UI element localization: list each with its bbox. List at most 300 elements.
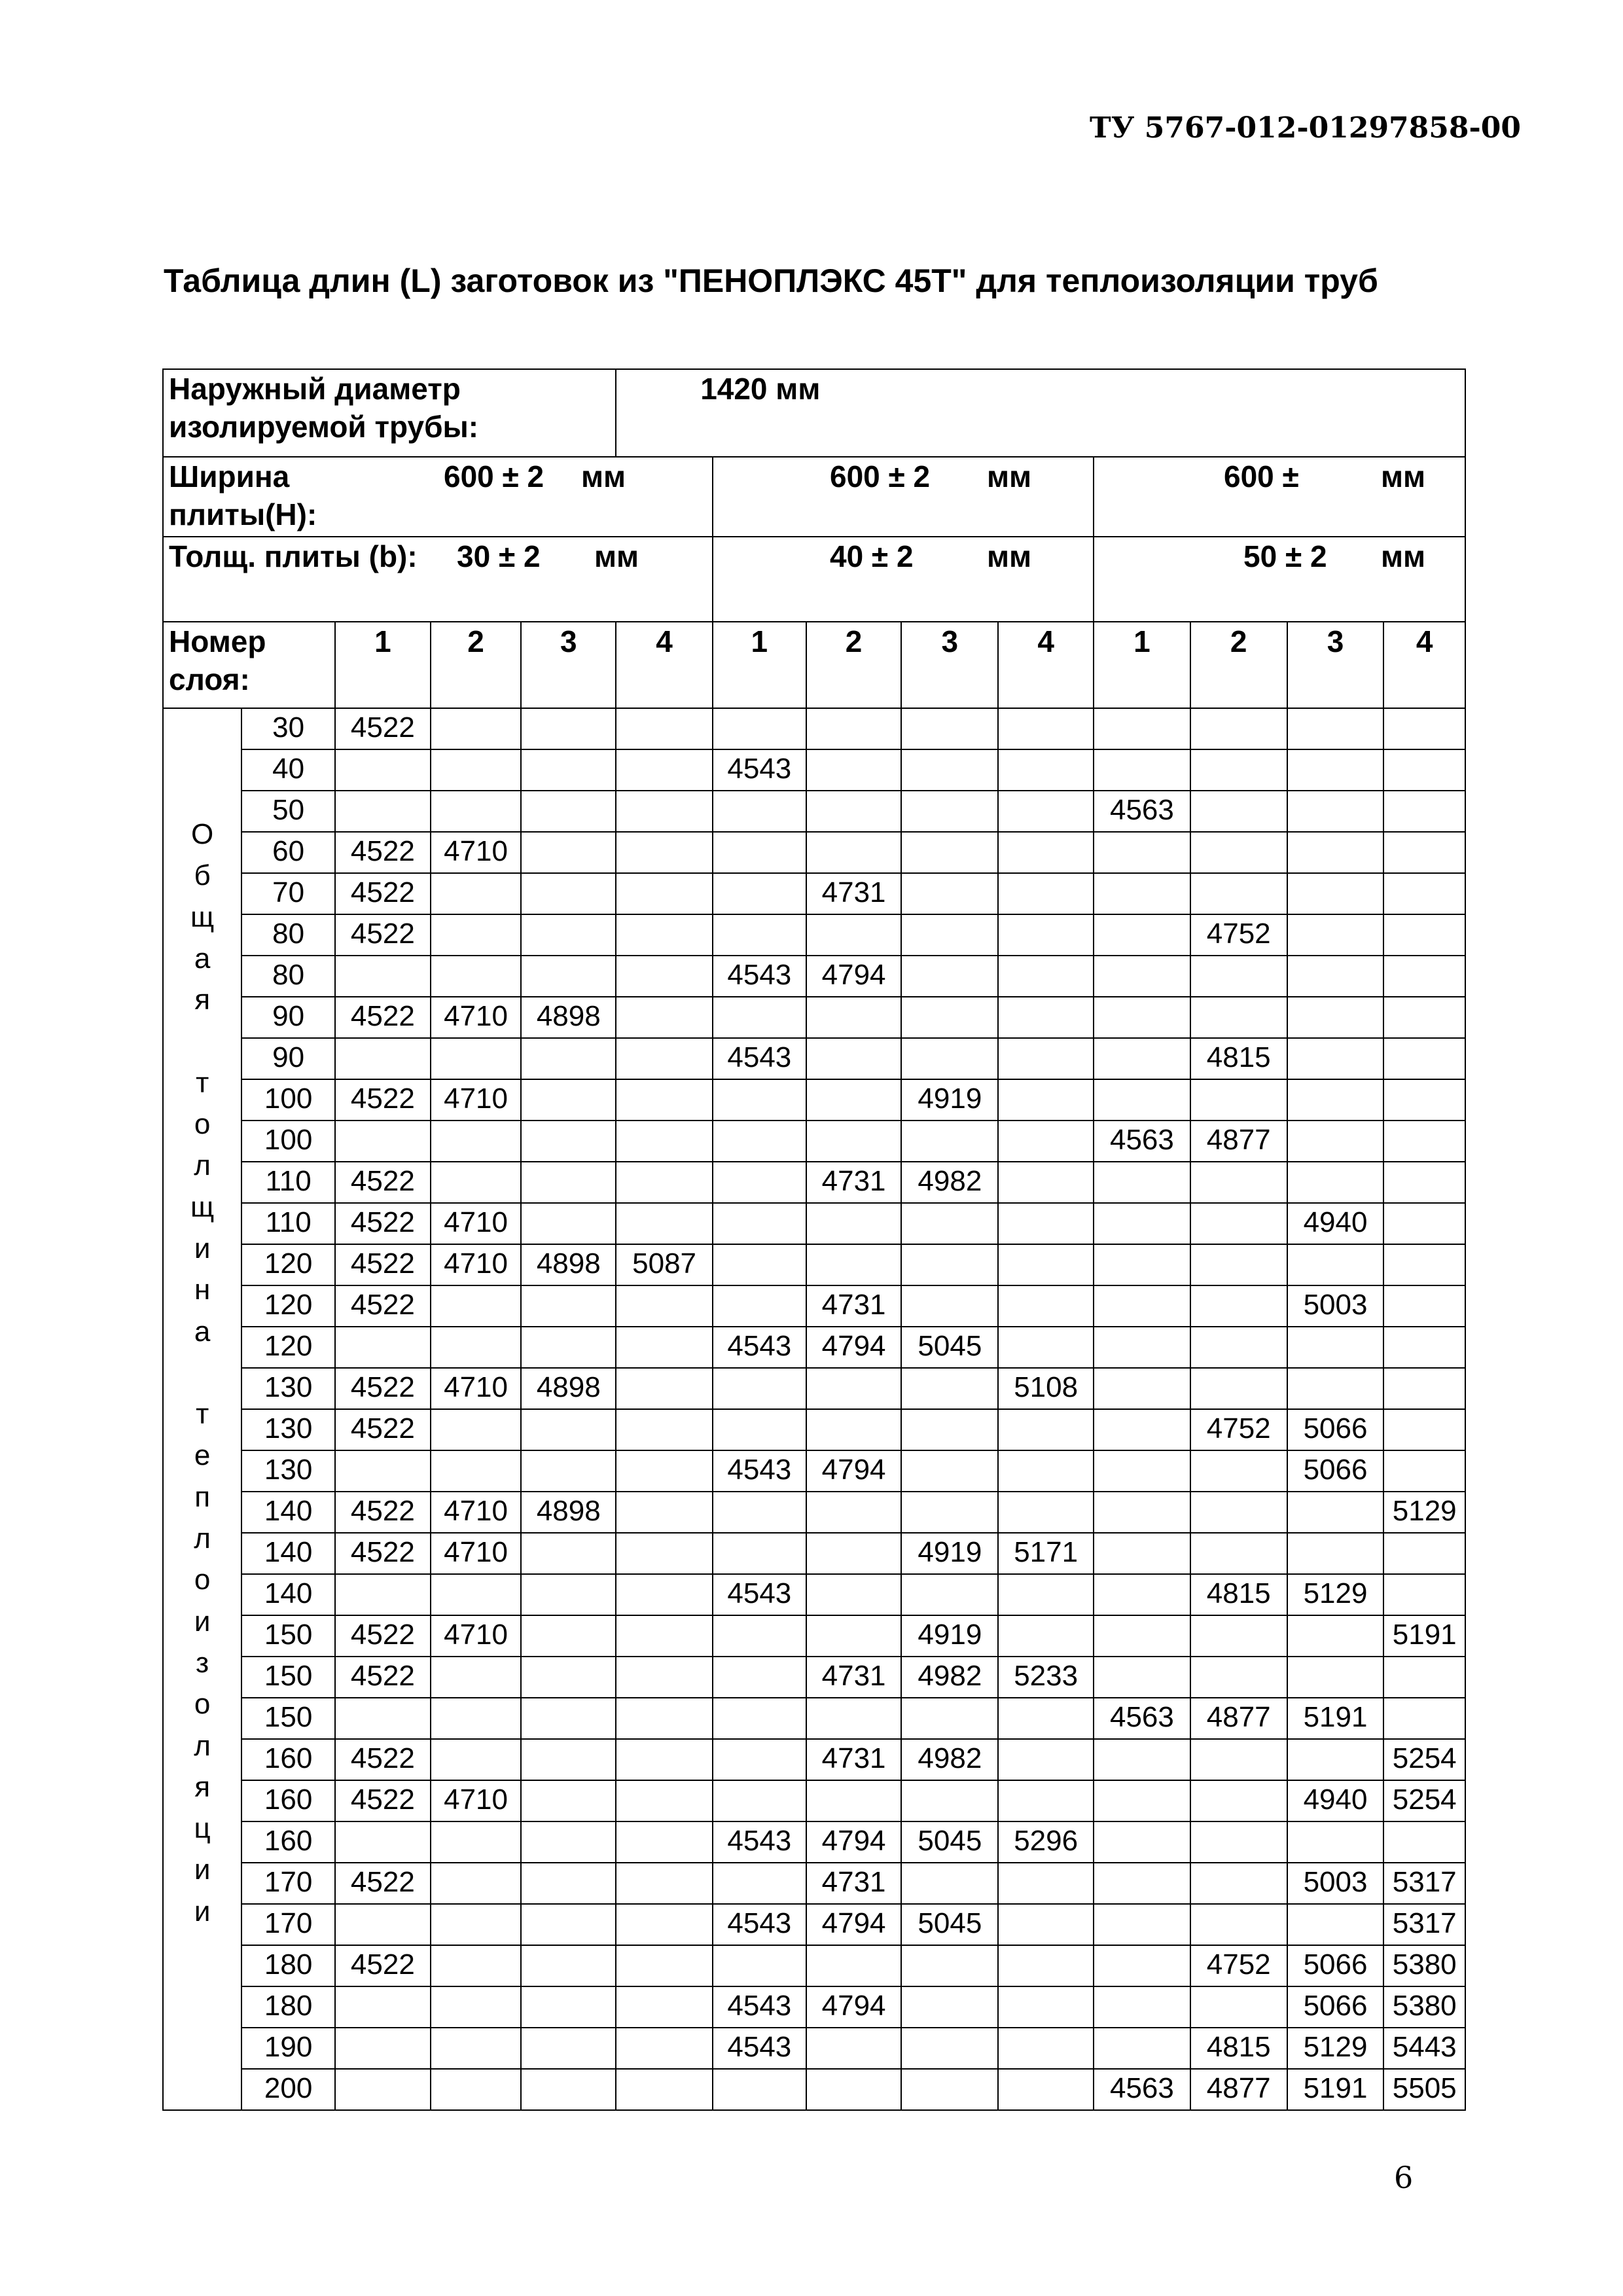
length-cell [521, 1863, 616, 1904]
length-cell [616, 1574, 713, 1615]
length-cell: 5066 [1287, 1409, 1384, 1450]
length-cell [431, 1657, 522, 1698]
length-cell: 4543 [713, 1327, 806, 1368]
length-cell [431, 1327, 522, 1368]
length-cell [1094, 873, 1190, 914]
length-cell [998, 1162, 1094, 1203]
length-cell [806, 1945, 902, 1986]
length-cell: 4522 [335, 1203, 431, 1244]
total-thickness-cell: 130 [241, 1450, 335, 1492]
length-cell: 5380 [1383, 1986, 1465, 2028]
total-thickness-cell: 140 [241, 1533, 335, 1574]
length-cell [1190, 1863, 1287, 1904]
length-cell: 4710 [431, 1244, 522, 1285]
length-cell [335, 749, 431, 791]
side-label-letter: т [196, 1066, 209, 1099]
layer-number-6: 2 [806, 622, 902, 708]
length-cell [901, 1986, 998, 2028]
length-cell [616, 1038, 713, 1079]
length-cell: 5108 [998, 1368, 1094, 1409]
length-cell: 4543 [713, 956, 806, 997]
total-thickness-cell: 80 [241, 914, 335, 956]
total-thickness-cell: 110 [241, 1162, 335, 1203]
layer-label: Номер слоя: [163, 622, 335, 708]
length-cell [713, 1409, 806, 1450]
length-cell [616, 1450, 713, 1492]
length-cell [1094, 1615, 1190, 1657]
length-cell: 4522 [335, 1492, 431, 1533]
length-cell [713, 914, 806, 956]
length-cell [616, 2028, 713, 2069]
length-cell [901, 1368, 998, 1409]
length-cell: 5045 [901, 1821, 998, 1863]
total-thickness-cell: 40 [241, 749, 335, 791]
thickness-value-1: 30 ± 2 [457, 539, 541, 573]
length-cell [616, 997, 713, 1038]
length-cell [806, 1615, 902, 1657]
length-cell: 4543 [713, 1904, 806, 1945]
length-cell [901, 1244, 998, 1285]
length-cell [1190, 1244, 1287, 1285]
layer-number-1: 1 [335, 622, 431, 708]
length-cell: 4794 [806, 1986, 902, 2028]
length-cell [1383, 1368, 1465, 1409]
length-cell [901, 997, 998, 1038]
length-cell [713, 1285, 806, 1327]
width-group-3 [1094, 457, 1465, 537]
length-cell [998, 749, 1094, 791]
table-row [163, 1285, 1465, 1327]
length-cell [1094, 1904, 1190, 1945]
length-cell [1094, 1162, 1190, 1203]
length-cell [521, 832, 616, 873]
length-cell [335, 1986, 431, 2028]
length-cell [998, 1079, 1094, 1121]
total-thickness-cell: 70 [241, 873, 335, 914]
length-cell [806, 2028, 902, 2069]
length-cell: 5191 [1287, 2069, 1384, 2110]
layer-number-row [163, 622, 1465, 708]
length-cell: 5191 [1287, 1698, 1384, 1739]
side-label-letter: л [194, 1729, 211, 1762]
length-cell [1190, 1533, 1287, 1574]
length-cell [616, 1615, 713, 1657]
length-cell [1094, 1739, 1190, 1780]
length-cell: 4710 [431, 1079, 522, 1121]
length-cell [806, 1492, 902, 1533]
thickness-group-3 [1094, 537, 1465, 622]
length-cell [1094, 1945, 1190, 1986]
length-cell [1287, 1533, 1384, 1574]
length-cell [616, 2069, 713, 2110]
length-cell [521, 1203, 616, 1244]
length-cell: 4898 [521, 997, 616, 1038]
length-cell [521, 1821, 616, 1863]
length-cell [713, 1121, 806, 1162]
layer-number-2: 2 [431, 622, 522, 708]
length-cell [713, 1945, 806, 1986]
length-cell: 5505 [1383, 2069, 1465, 2110]
length-cell [998, 1492, 1094, 1533]
length-cell [616, 1409, 713, 1450]
length-cell: 4710 [431, 832, 522, 873]
length-cell [431, 1121, 522, 1162]
length-cell [901, 1492, 998, 1533]
length-cell [1190, 708, 1287, 749]
side-label-letter: л [194, 1522, 211, 1555]
diameter-row [163, 369, 1465, 457]
length-cell [1094, 708, 1190, 749]
length-cell [1383, 1244, 1465, 1285]
length-cell [335, 1698, 431, 1739]
thickness-group-2 [713, 537, 1094, 622]
table-row [163, 2069, 1465, 2110]
length-cell: 4522 [335, 1739, 431, 1780]
length-cell [1383, 1327, 1465, 1368]
length-cell [1383, 1162, 1465, 1203]
length-cell [713, 2069, 806, 2110]
length-cell [998, 1203, 1094, 1244]
length-cell [1094, 1780, 1190, 1821]
length-cell [998, 2028, 1094, 2069]
length-cell [616, 956, 713, 997]
length-cell: 4815 [1190, 2028, 1287, 2069]
length-cell: 5045 [901, 1327, 998, 1368]
length-cell [1287, 832, 1384, 873]
length-cell [1287, 1615, 1384, 1657]
length-cell [1383, 1409, 1465, 1450]
length-cell: 5087 [616, 1244, 713, 1285]
length-cell [431, 2069, 522, 2110]
table-row [163, 1780, 1465, 1821]
length-cell [521, 1739, 616, 1780]
length-cell [1094, 1574, 1190, 1615]
length-cell [1287, 708, 1384, 749]
total-thickness-cell: 90 [241, 1038, 335, 1079]
length-cell [1383, 997, 1465, 1038]
length-cell [901, 1945, 998, 1986]
length-cell [1287, 1657, 1384, 1698]
length-cell [616, 1780, 713, 1821]
length-cell [806, 791, 902, 832]
length-cell [1190, 1986, 1287, 2028]
length-cell: 4543 [713, 2028, 806, 2069]
length-cell [431, 1038, 522, 1079]
side-label-letter: п [194, 1480, 211, 1513]
total-thickness-cell: 60 [241, 832, 335, 873]
width-group-1 [163, 457, 713, 537]
length-cell [901, 749, 998, 791]
length-cell: 4522 [335, 1533, 431, 1574]
length-cell: 4877 [1190, 2069, 1287, 2110]
total-thickness-cell: 160 [241, 1821, 335, 1863]
thickness-label: Толщ. плиты (b): [169, 539, 418, 573]
length-cell [1094, 956, 1190, 997]
length-cell [521, 1904, 616, 1945]
length-cell: 4877 [1190, 1121, 1287, 1162]
length-cell [521, 1533, 616, 1574]
length-cell [1094, 914, 1190, 956]
table-row [163, 1986, 1465, 2028]
length-cell: 4815 [1190, 1038, 1287, 1079]
length-cell [616, 832, 713, 873]
total-thickness-cell: 130 [241, 1368, 335, 1409]
length-cell [1190, 1162, 1287, 1203]
side-label-letter: е [194, 1439, 211, 1472]
length-cell: 4752 [1190, 914, 1287, 956]
side-label-letter: и [194, 1854, 211, 1886]
table-row [163, 1327, 1465, 1368]
length-cell: 4522 [335, 1657, 431, 1698]
table-row [163, 749, 1465, 791]
length-cell: 4731 [806, 1285, 902, 1327]
length-cell [1383, 791, 1465, 832]
length-cell: 5003 [1287, 1863, 1384, 1904]
length-cell [616, 1945, 713, 1986]
total-thickness-cell: 140 [241, 1492, 335, 1533]
length-cell [335, 1038, 431, 1079]
length-cell [431, 1945, 522, 1986]
length-cell: 5254 [1383, 1780, 1465, 1821]
length-cell [616, 1986, 713, 2028]
length-cell [806, 997, 902, 1038]
thickness-unit-1: мм [594, 539, 639, 573]
total-thickness-cell: 140 [241, 1574, 335, 1615]
length-cell: 4522 [335, 873, 431, 914]
layer-number-4: 4 [616, 622, 713, 708]
length-cell [998, 914, 1094, 956]
length-cell [1287, 1492, 1384, 1533]
length-cell [521, 1574, 616, 1615]
length-cell [521, 1038, 616, 1079]
length-cell: 4794 [806, 1904, 902, 1945]
width-unit-1: мм [581, 459, 626, 493]
total-thickness-cell: 180 [241, 1986, 335, 2028]
length-cell [1287, 956, 1384, 997]
table-row [163, 1574, 1465, 1615]
length-cell [431, 914, 522, 956]
length-cell: 4940 [1287, 1780, 1384, 1821]
length-cell: 5129 [1287, 1574, 1384, 1615]
table-row [163, 1533, 1465, 1574]
length-cell [521, 2069, 616, 2110]
length-cell: 4815 [1190, 1574, 1287, 1615]
length-cell: 4898 [521, 1492, 616, 1533]
length-cell [806, 708, 902, 749]
total-thickness-cell: 50 [241, 791, 335, 832]
length-cell [806, 2069, 902, 2110]
length-cell [1383, 1698, 1465, 1739]
side-label-letter: О [191, 818, 214, 850]
layer-number-12: 4 [1383, 622, 1465, 708]
length-cell [616, 1821, 713, 1863]
length-cell: 4710 [431, 1780, 522, 1821]
table-row [163, 1821, 1465, 1863]
length-cell [1190, 1615, 1287, 1657]
total-thickness-cell: 180 [241, 1945, 335, 1986]
thickness-group-1 [163, 537, 713, 622]
length-cell: 4982 [901, 1162, 998, 1203]
length-cell: 5296 [998, 1821, 1094, 1863]
length-cell [713, 1698, 806, 1739]
length-cell [521, 1657, 616, 1698]
length-cell [1094, 1533, 1190, 1574]
length-cell [1190, 1285, 1287, 1327]
length-cell [521, 1162, 616, 1203]
length-cell [1094, 1986, 1190, 2028]
length-cell [335, 2069, 431, 2110]
side-label-letter: и [194, 1605, 211, 1638]
length-cell [901, 1409, 998, 1450]
length-cell [616, 914, 713, 956]
table-row [163, 1450, 1465, 1492]
width-group-2 [713, 457, 1094, 537]
length-cell [1383, 1285, 1465, 1327]
length-cell [713, 1863, 806, 1904]
length-cell [1287, 914, 1384, 956]
side-label-letter: о [194, 1688, 211, 1721]
length-cell [1094, 1038, 1190, 1079]
length-cell [713, 1739, 806, 1780]
width-row [163, 457, 1465, 537]
length-cell [616, 1079, 713, 1121]
total-thickness-cell: 120 [241, 1285, 335, 1327]
layer-number-3: 3 [521, 622, 616, 708]
length-cell [901, 832, 998, 873]
side-label-letter: и [194, 1232, 211, 1265]
total-thickness-cell: 120 [241, 1244, 335, 1285]
length-cell: 4898 [521, 1368, 616, 1409]
length-cell [431, 1904, 522, 1945]
length-cell [998, 956, 1094, 997]
length-cell [616, 1368, 713, 1409]
length-cell [521, 1615, 616, 1657]
width-value-1: 600 ± 2 [444, 459, 544, 493]
table-row [163, 1368, 1465, 1409]
length-cell [901, 1285, 998, 1327]
length-cell [616, 1121, 713, 1162]
length-cell [1094, 2028, 1190, 2069]
length-cell [713, 832, 806, 873]
length-cell [1094, 1657, 1190, 1698]
length-cell [1094, 1409, 1190, 1450]
table-row [163, 1698, 1465, 1739]
width-unit-2: мм [986, 459, 1032, 493]
total-thickness-label [163, 708, 241, 2110]
length-cell [431, 1450, 522, 1492]
length-cell [1383, 1574, 1465, 1615]
length-cell [431, 749, 522, 791]
length-cell [431, 1409, 522, 1450]
length-cell [1094, 749, 1190, 791]
length-cell [1094, 1203, 1190, 1244]
layer-number-9: 1 [1094, 622, 1190, 708]
length-cell [998, 1904, 1094, 1945]
length-cell [1383, 749, 1465, 791]
length-cell [521, 749, 616, 791]
length-cell [1287, 1162, 1384, 1203]
total-thickness-cell: 90 [241, 997, 335, 1038]
table-row [163, 997, 1465, 1038]
length-cell [1383, 1038, 1465, 1079]
length-cell [1383, 873, 1465, 914]
length-cell: 4752 [1190, 1409, 1287, 1450]
length-cell [1287, 1821, 1384, 1863]
table-row [163, 791, 1465, 832]
length-cell [901, 1450, 998, 1492]
length-cell [1383, 832, 1465, 873]
length-cell [901, 791, 998, 832]
length-cell [998, 1409, 1094, 1450]
length-cell [1287, 997, 1384, 1038]
length-cell [521, 1986, 616, 2028]
length-cell [521, 791, 616, 832]
total-thickness-cell: 130 [241, 1409, 335, 1450]
length-cell [806, 1409, 902, 1450]
length-cell [998, 1121, 1094, 1162]
length-cell [713, 1244, 806, 1285]
document-code: ТУ 5767-012-01297858-00 [1090, 111, 1522, 145]
length-cell [521, 1327, 616, 1368]
length-cell [998, 1450, 1094, 1492]
length-cell [431, 1986, 522, 2028]
side-label-letter: щ [190, 901, 215, 933]
length-cell [1287, 1079, 1384, 1121]
side-label-letter: я [194, 1770, 211, 1803]
length-cell [616, 1739, 713, 1780]
length-cell: 4543 [713, 1038, 806, 1079]
length-cell [616, 1863, 713, 1904]
length-cell: 4522 [335, 832, 431, 873]
side-label-letter: з [196, 1646, 209, 1679]
length-cell: 4522 [335, 1615, 431, 1657]
length-cell: 4982 [901, 1739, 998, 1780]
length-cell [1383, 914, 1465, 956]
length-cell [1190, 1368, 1287, 1409]
length-cell [1287, 1368, 1384, 1409]
length-cell [1190, 1492, 1287, 1533]
length-cell [1383, 1203, 1465, 1244]
length-cell [521, 1945, 616, 1986]
length-cell [806, 1368, 902, 1409]
total-thickness-cell: 160 [241, 1739, 335, 1780]
length-cell: 4522 [335, 997, 431, 1038]
length-cell: 5443 [1383, 2028, 1465, 2069]
length-cell: 4710 [431, 1368, 522, 1409]
length-cell: 4522 [335, 914, 431, 956]
table-row [163, 1657, 1465, 1698]
length-cell [1094, 1492, 1190, 1533]
width-value-2: 600 ± 2 [829, 459, 931, 493]
length-cell [616, 1162, 713, 1203]
length-cell [335, 1450, 431, 1492]
table-row [163, 1492, 1465, 1533]
total-thickness-cell: 160 [241, 1780, 335, 1821]
thickness-row [163, 537, 1465, 622]
thickness-unit-2: мм [986, 539, 1032, 573]
length-cell [521, 1698, 616, 1739]
table-row [163, 2028, 1465, 2069]
length-cell [431, 708, 522, 749]
layer-number-7: 3 [901, 622, 998, 708]
total-thickness-cell: 30 [241, 708, 335, 749]
length-cell [901, 1574, 998, 1615]
length-cell [1287, 1244, 1384, 1285]
length-cell: 4731 [806, 1657, 902, 1698]
length-cell: 4710 [431, 1615, 522, 1657]
total-thickness-cell: 110 [241, 1203, 335, 1244]
length-cell [616, 1327, 713, 1368]
